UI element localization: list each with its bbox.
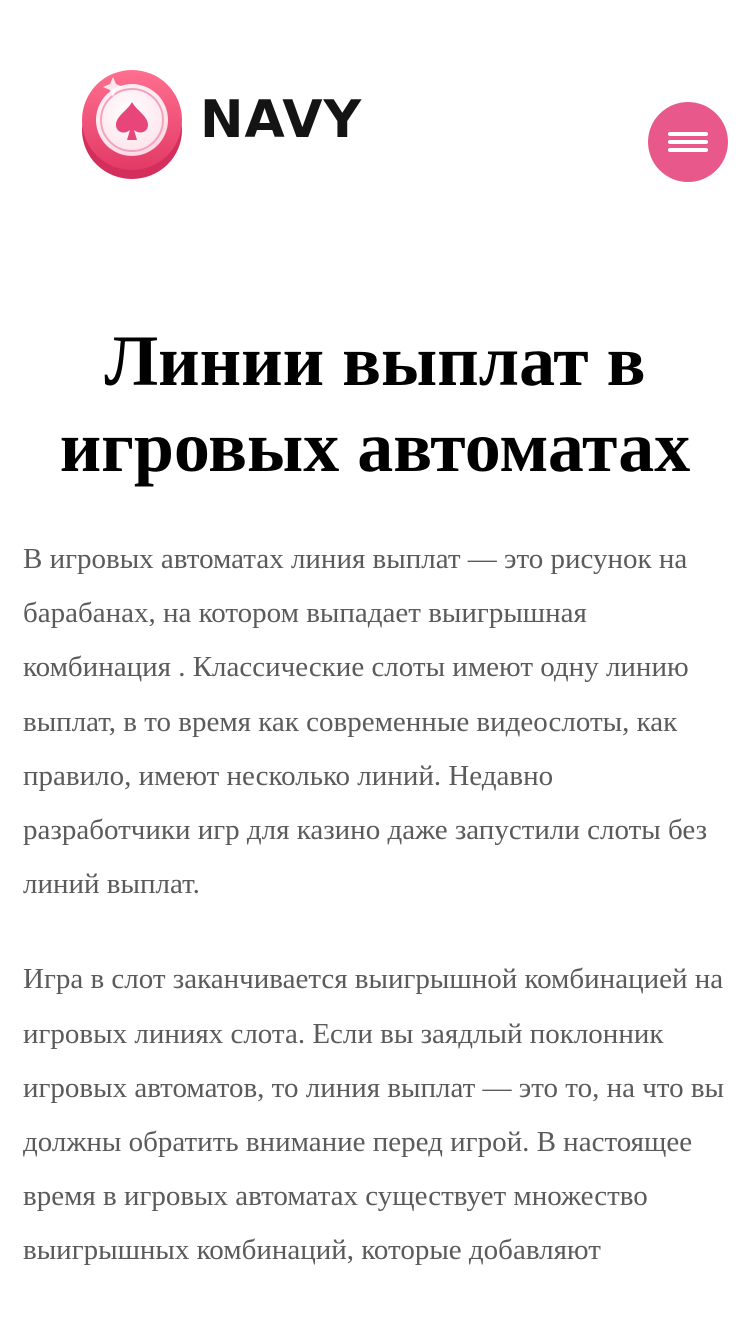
article-paragraph: Игра в слот заканчивается выигрышной комбинацией на игровых линиях слота. Если вы заядлый поклонник игровых автоматов, то линия выплат — это то, на что вы должны обратить внимание перед игрой. В настоящее время в игровых автоматах существует множество выигрышных комбинаций, которые добавляют: [23, 963, 725, 1267]
article-body: [23, 532, 727, 1319]
article-paragraph: В игровых автоматах линия выплат — это рисунок на барабанах, на котором выпадает выигрышная комбинация . Классические слоты имеют одну линию выплат, в то время как современные видеослоты, как правило, имеют несколько линий. Недавно разработчики игр для казино даже запустили слоты без линий выплат.: [23, 543, 708, 901]
hamburger-menu-icon: [668, 132, 708, 136]
site-header: [0, 0, 750, 230]
hamburger-menu-icon-line: [668, 140, 708, 144]
hamburger-menu-button[interactable]: [648, 102, 728, 182]
hamburger-menu-icon-line: [668, 148, 708, 152]
site-logo[interactable]: [80, 64, 362, 182]
spade-chip-icon: [80, 64, 188, 182]
logo-text: NAVY: [200, 90, 363, 150]
page-title: Линии выплат в игровых автоматах: [59, 321, 691, 487]
